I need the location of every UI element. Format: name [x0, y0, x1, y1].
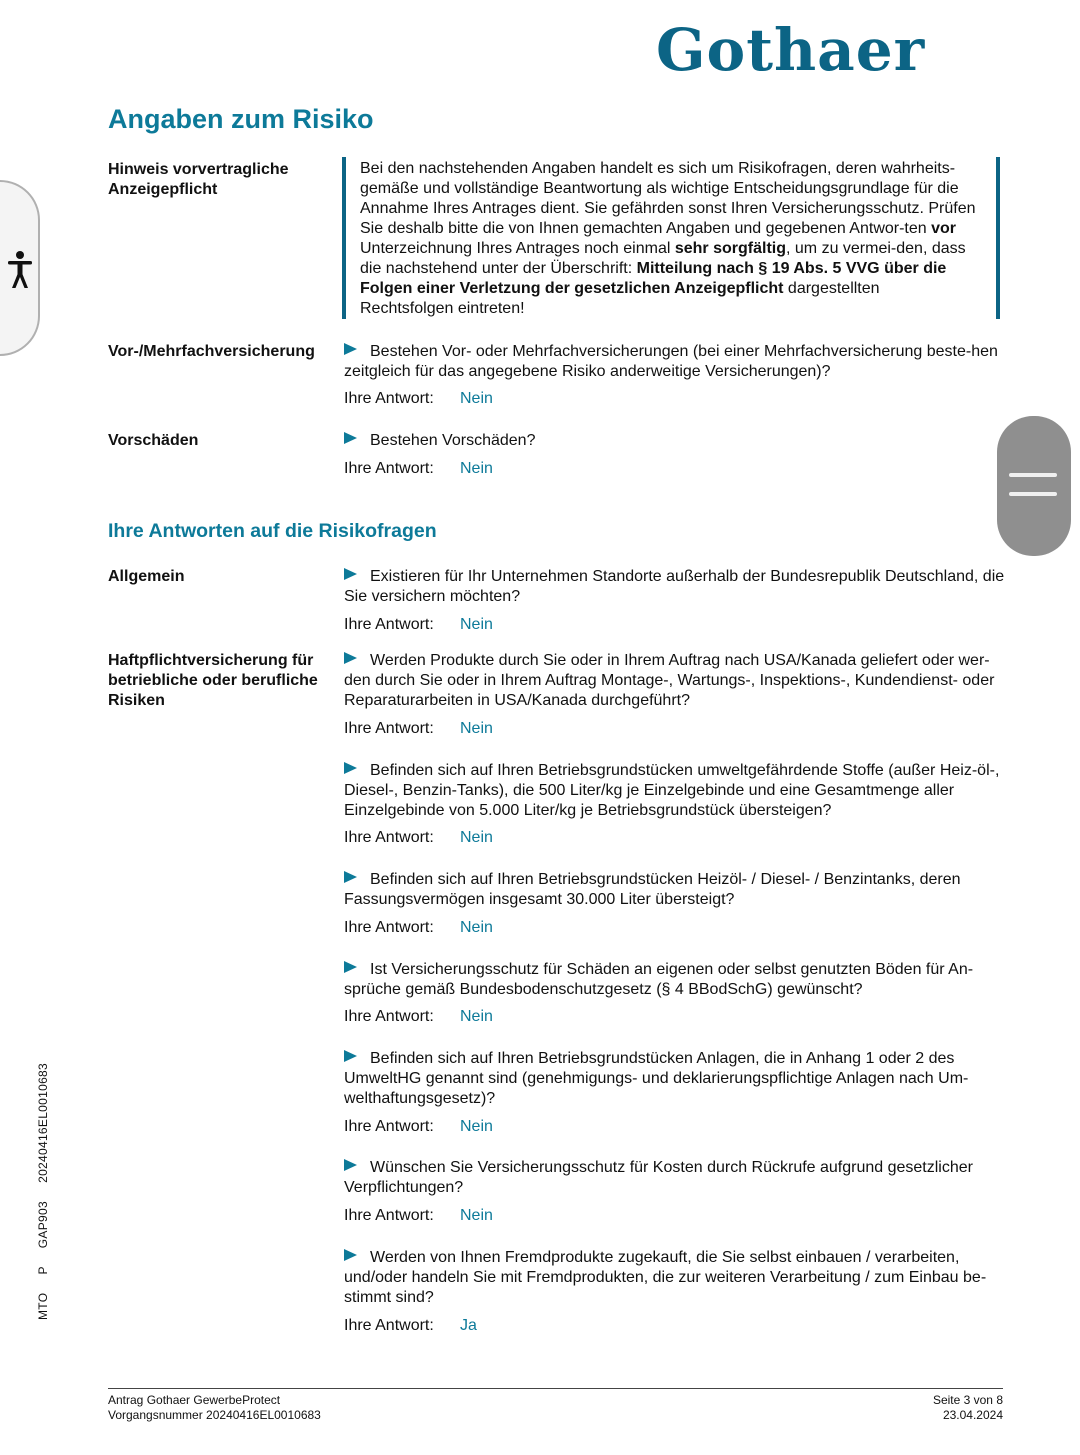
question-liability-3: Befinden sich auf Ihren Betriebsgrundstücken Heizöl- / Diesel- / Benzintanks, deren Fassungsvermögen insgesamt 30.000 Liter übersteigt?	[344, 871, 961, 908]
page-title: Angaben zum Risiko	[108, 104, 374, 134]
question-prior-damages: Bestehen Vorschäden?	[344, 431, 1006, 451]
footer-date: 23.04.2024	[942, 1408, 1003, 1422]
accessibility-icon	[6, 250, 34, 290]
triangle-bullet-icon	[344, 432, 357, 444]
question-prior-insurance: Bestehen Vor- oder Mehrfachversicherungen (bei einer Mehrfachversicherung beste-hen zeitgleich für das angegebene Risiko anderweitige Versicherungen)?	[344, 343, 998, 380]
menu-button[interactable]	[997, 416, 1071, 556]
notice-box	[342, 157, 1000, 319]
answer-liability-1: Ihre Antwort: Nein	[344, 720, 493, 737]
liability-label: Haftpflichtversicherung für betriebliche oder berufliche Risiken	[108, 652, 318, 709]
question-liability-2: Befinden sich auf Ihren Betriebsgrundstücken umweltgefährdende Stoffe (außer Heiz-öl-, Diesel-, Benzin-Tanks), die 500 Liter/kg je Einzelgebinde und eine Gesamtmenge aller Einzelgebinde von 5.000 Liter/kg je Betriebsgrundstück übersteigen?	[344, 762, 1000, 819]
answer-value: Nein	[460, 390, 493, 407]
menu-icon	[1009, 473, 1057, 477]
footer-rule	[108, 1388, 1003, 1389]
notice-text: Bei den nachstehenden Angaben handelt es sich um Risikofragen, deren wahrheits-gemäße und vollständige Beantwortung als wichtige Entscheidungsgrundlage für die Annahme Ihres Antrages dient. Sie gefährden sonst Ihren Versicherungsschutz. Prüfen Sie deshalb bitte die von Ihnen gemachten Angaben und gegebenen Antwor-ten vor Unterzeichnung Ihres Antrages noch einmal sehr sorgfältig, um zu vermei-den, dass die nachstehend unter der Überschrift: Mitteilung nach § 19 Abs. 5 VVG über die Folgen einer Verletzung der gesetzlichen Anzeigepflicht dargestellten Rechtsfolgen eintreten!	[360, 160, 976, 317]
triangle-bullet-icon	[344, 1249, 357, 1261]
answer-liability-4: Ihre Antwort: Nein	[344, 1008, 493, 1025]
answer-value: Nein	[460, 1008, 493, 1025]
triangle-bullet-icon	[344, 1159, 357, 1171]
footer-left	[108, 1393, 321, 1423]
prior-damages-label: Vorschäden	[108, 432, 199, 449]
triangle-bullet-icon	[344, 871, 357, 883]
answer-value: Nein	[460, 1118, 493, 1135]
question-general: Existieren für Ihr Unternehmen Standorte außerhalb der Bundesrepublik Deutschland, die Sie versichern möchten?	[344, 568, 1005, 605]
answer-general: Ihre Antwort: Nein	[344, 616, 493, 633]
gothaer-logo: Gothaer	[656, 16, 926, 84]
answer-prior-insurance: Ihre Antwort: Nein	[344, 390, 493, 407]
accessibility-button[interactable]	[0, 180, 40, 356]
triangle-bullet-icon	[344, 343, 357, 355]
answer-value: Nein	[460, 1207, 493, 1224]
general-label: Allgemein	[108, 568, 185, 585]
footer-page: Seite 3 von 8	[932, 1393, 1003, 1407]
answer-value: Nein	[460, 919, 493, 936]
section-title-risk-answers: Ihre Antworten auf die Risikofragen	[108, 520, 437, 542]
question-liability-1: Werden Produkte durch Sie oder in Ihrem Auftrag nach USA/Kanada geliefert oder wer-den durch Sie oder in Ihrem Auftrag Montage-, Wartungs-, Inspektions-, Kundendienst- oder Reparaturarbeiten in USA/Kanada durchgeführt?	[344, 652, 995, 709]
answer-liability-3: Ihre Antwort: Nein	[344, 919, 493, 936]
prior-insurance-label: Vor-/Mehrfachversicherung	[108, 343, 315, 360]
footer-reference: Vorgangsnummer 20240416EL0010683	[108, 1408, 321, 1422]
answer-value: Nein	[460, 829, 493, 846]
menu-icon-bar	[1009, 492, 1057, 496]
side-document-code: MTO P GAP903 20240416EL0010683	[36, 1063, 50, 1320]
question-liability-4: Ist Versicherungsschutz für Schäden an eigenen oder selbst genutzten Böden für An-sprüche gemäß Bundesbodenschutzgesetz (§ 4 BBodSchG) gewünscht?	[344, 961, 974, 998]
question-liability-7: Werden von Ihnen Fremdprodukte zugekauft, die Sie selbst einbauen / verarbeiten, und/oder handeln Sie mit Fremdprodukten, die zur weiteren Verarbeitung / zum Einbau be-stimmt sind?	[344, 1249, 987, 1306]
answer-liability-7: Ihre Antwort: Ja	[344, 1317, 477, 1334]
triangle-bullet-icon	[344, 961, 357, 973]
answer-prior-damages: Ihre Antwort: Nein	[344, 460, 493, 477]
notice-label: Hinweis vorvertragliche Anzeigepflicht	[108, 161, 289, 198]
footer-right	[933, 1393, 1003, 1423]
triangle-bullet-icon	[344, 568, 357, 580]
answer-liability-6: Ihre Antwort: Nein	[344, 1207, 493, 1224]
question-liability-5: Befinden sich auf Ihren Betriebsgrundstücken Anlagen, die in Anhang 1 oder 2 des UmweltHG genannt sind (genehmigungs- und deklarierungspflichtige Anlagen nach Um-welthaftungsgesetz)?	[344, 1050, 969, 1107]
answer-value: Nein	[460, 460, 493, 477]
triangle-bullet-icon	[344, 1050, 357, 1062]
answer-value: Nein	[460, 616, 493, 633]
answer-liability-2: Ihre Antwort: Nein	[344, 829, 493, 846]
footer-product: Antrag Gothaer GewerbeProtect	[108, 1393, 281, 1407]
triangle-bullet-icon	[344, 652, 357, 664]
answer-liability-5: Ihre Antwort: Nein	[344, 1118, 493, 1135]
answer-value: Ja	[460, 1317, 477, 1334]
answer-value: Nein	[460, 720, 493, 737]
triangle-bullet-icon	[344, 762, 357, 774]
question-liability-6: Wünschen Sie Versicherungsschutz für Kosten durch Rückrufe aufgrund gesetzlicher Verpflichtungen?	[344, 1159, 973, 1196]
